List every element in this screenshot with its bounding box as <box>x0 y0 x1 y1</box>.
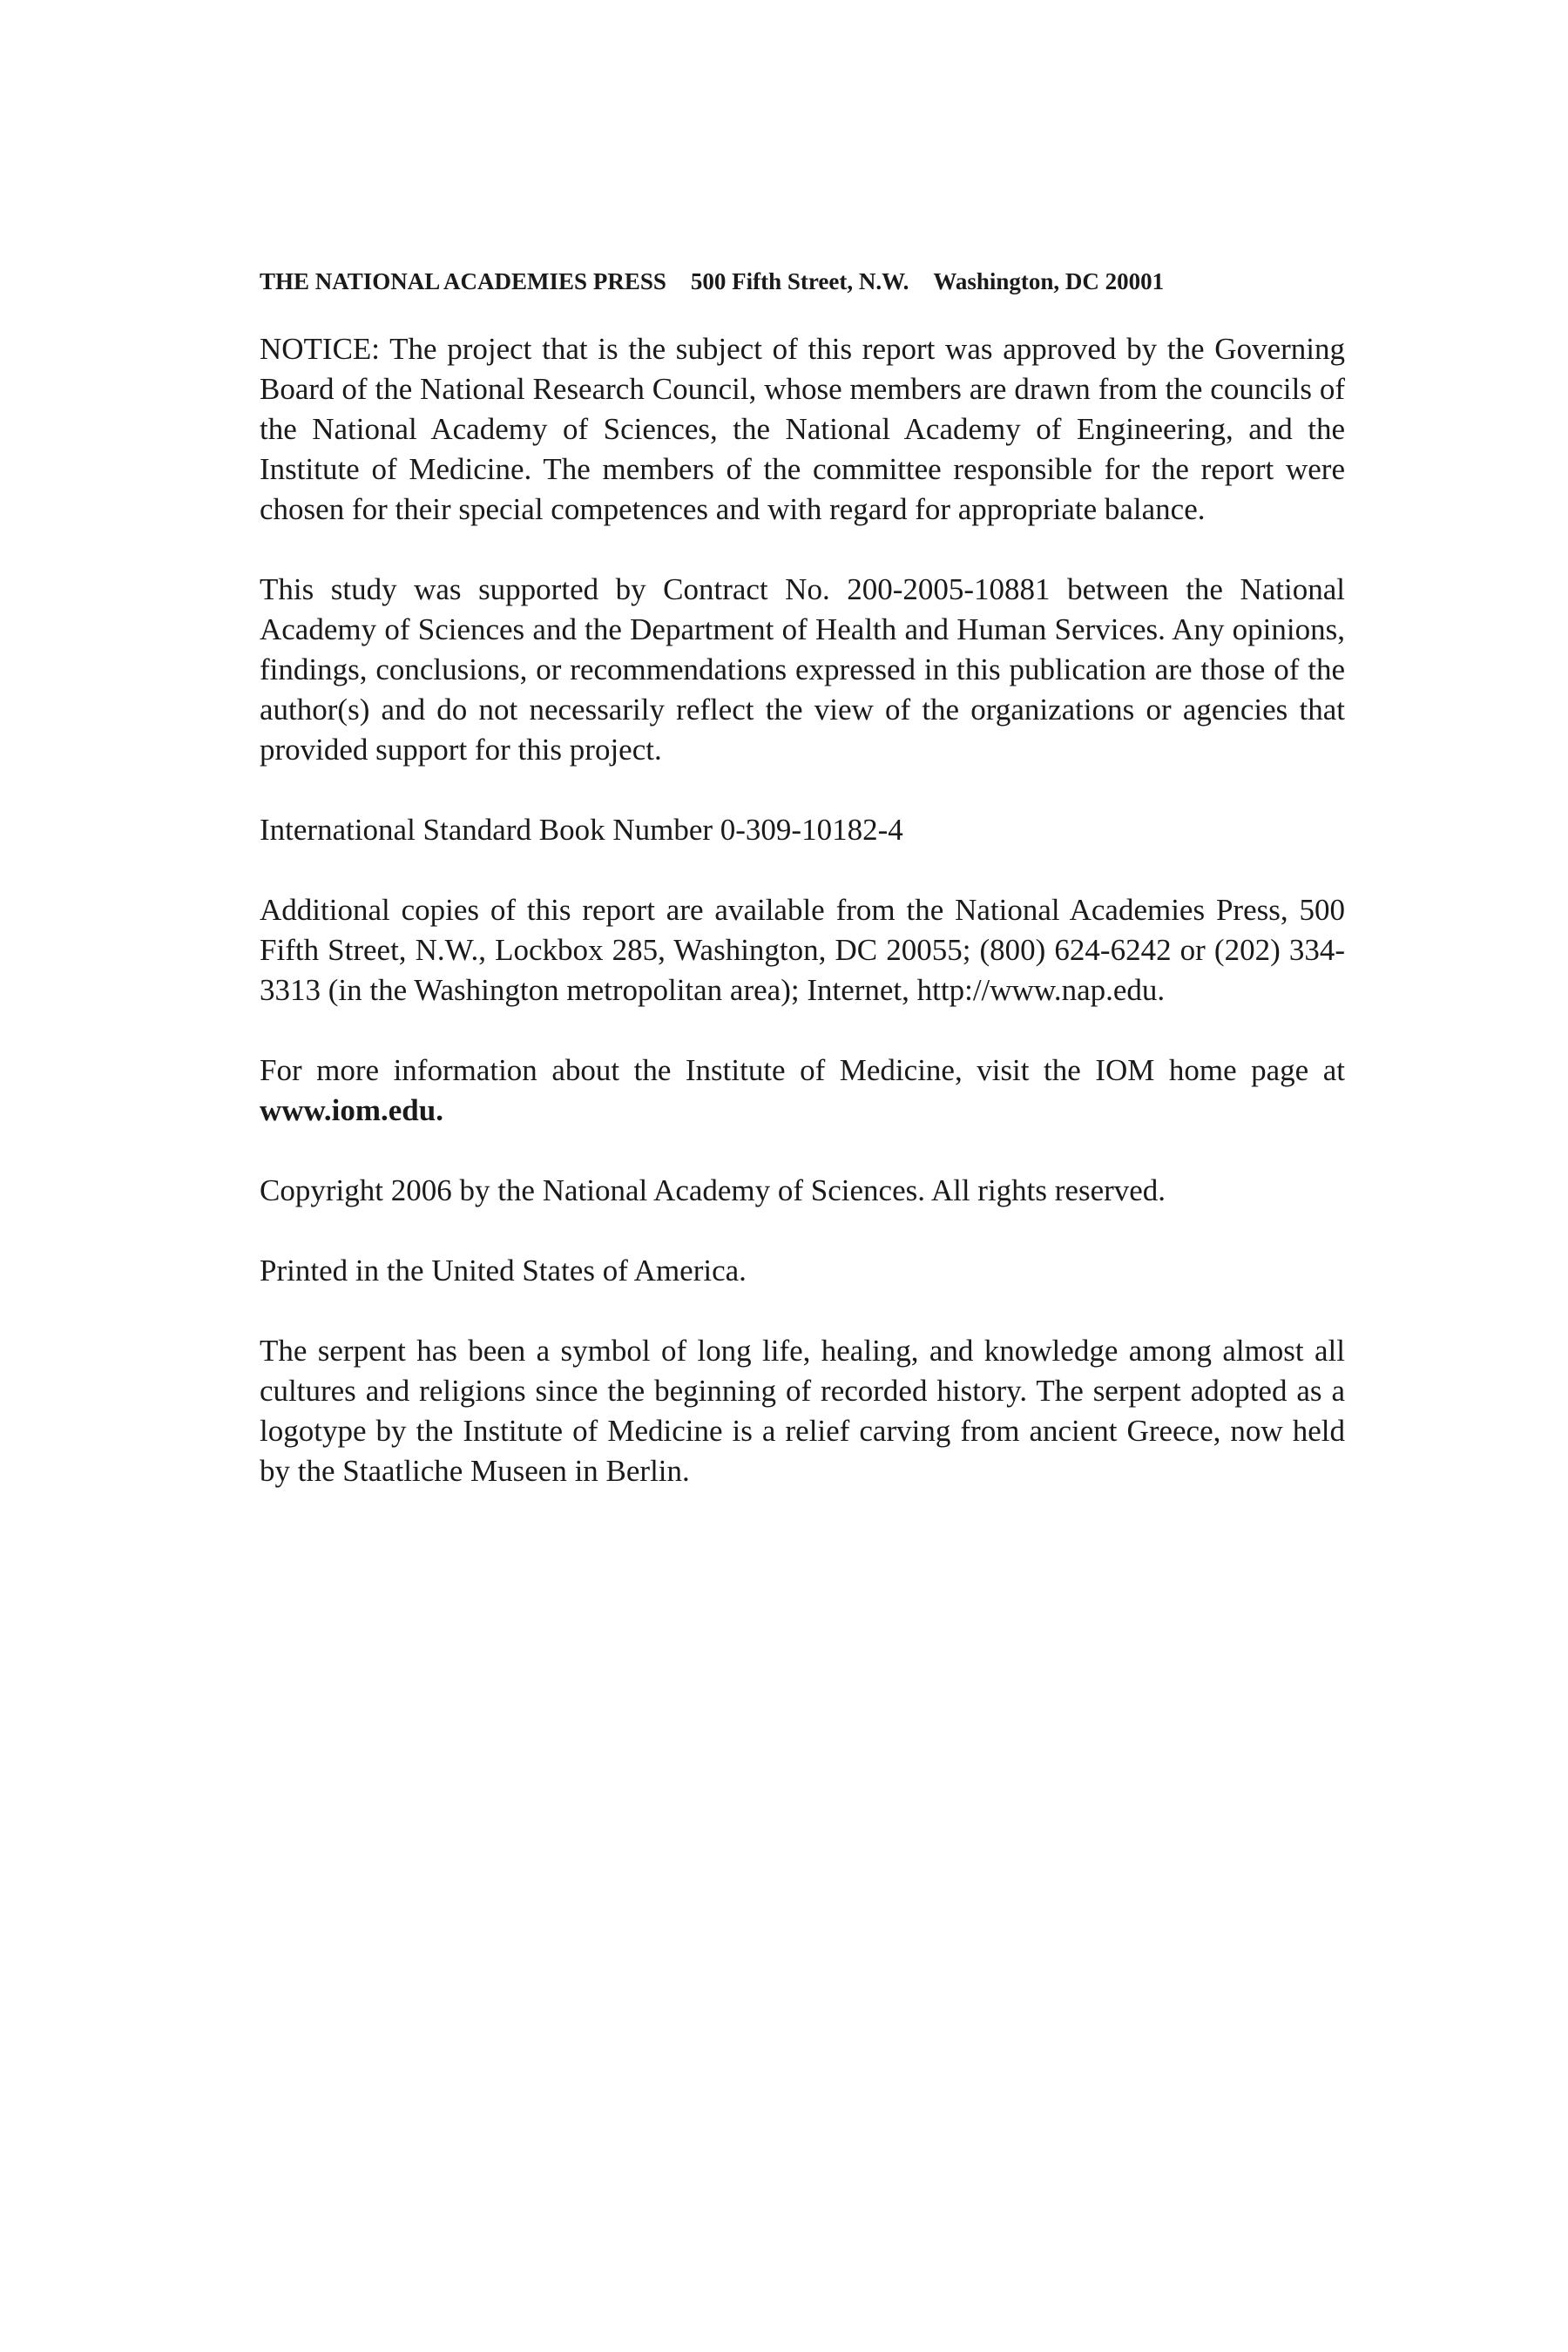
serpent-paragraph: The serpent has been a symbol of long life, healing, and knowledge among almost all cultures and religions since the beginning of recorded history. The serpent adopted as a logotype by the Institute of Medicine is a relief carving from ancient Greece, now held by the Staatliche Museen in Berlin. <box>260 1334 1345 1488</box>
publisher-name: THE NATIONAL ACADEMIES PRESS <box>260 268 666 294</box>
publisher-city: Washington, DC 20001 <box>933 268 1165 294</box>
isbn-paragraph: International Standard Book Number 0-309-10182-4 <box>260 813 903 847</box>
additional-copies-paragraph: Additional copies of this report are available from the National Academies Press, 500 Fifth Street, N.W., Lockbox 285, Washington, DC 20055; (800) 624-6242 or (202) 334-3313 (in the Washington metropolitan area); Internet, http://www.nap.edu. <box>260 893 1345 1007</box>
support-paragraph: This study was supported by Contract No. 200-2005-10881 between the National Academy of Sciences and the Department of Health and Human Services. Any opinions, findings, conclusions, or recommendations expressed in this publication are those of the author(s) and do not necessarily reflect the view of the organizations or agencies that provided support for this project. <box>260 572 1345 767</box>
iom-website-link[interactable]: www.iom.edu. <box>260 1093 443 1127</box>
publisher-street: 500 Fifth Street, N.W. <box>690 268 909 294</box>
printed-paragraph: Printed in the United States of America. <box>260 1254 747 1288</box>
more-info-text: For more information about the Institute of Medicine, visit the IOM home page at <box>260 1053 1345 1087</box>
notice-paragraph: NOTICE: The project that is the subject of this report was approved by the Governing Board of the National Research Council, whose members are drawn from the councils of the National Academy of Sciences, the National Academy of Engineering, and the Institute of Medicine. The members of the committee responsible for the report were chosen for their special competences and with regard for appropriate balance. <box>260 332 1345 526</box>
copyright-page-body <box>260 261 1345 1491</box>
more-info-paragraph <box>260 1051 1345 1131</box>
publisher-address-line <box>260 261 1345 301</box>
copyright-paragraph: Copyright 2006 by the National Academy of Sciences. All rights reserved. <box>260 1173 1166 1207</box>
